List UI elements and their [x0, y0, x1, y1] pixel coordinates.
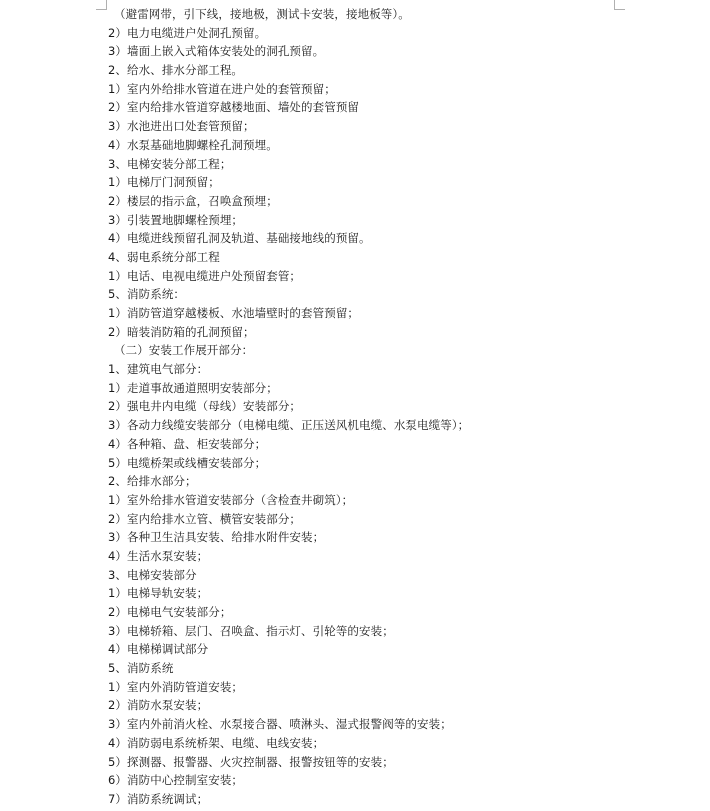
text-line: 4）消防弱电系统桥架、电缆、电线安装；	[108, 735, 325, 750]
text-line: 2）室内给排水管道穿越楼地面、墙处的套管预留	[108, 100, 360, 115]
text-line: 3）各种卫生洁具安装、给排水附件安装；	[108, 530, 325, 545]
text-line: 5、消防系统	[108, 661, 174, 676]
text-line: 3）室内外前消火栓、水泵接合器、喷淋头、湿式报警阀等的安装；	[108, 717, 452, 732]
text-line: 3）各动力线缆安装部分（电梯电缆、正压送风机电缆、水泵电缆等）；	[108, 418, 470, 433]
text-line: 1）电梯导轨安装；	[108, 586, 209, 601]
text-line: 3）水池进出口处套管预留；	[108, 119, 255, 134]
text-line: 1）室外给排水管道安装部分（含检查井砌筑）；	[108, 492, 354, 507]
text-line: 2）电力电缆进户处洞孔预留。	[108, 25, 267, 40]
text-line: 4）各种箱、盘、柜安装部分；	[108, 436, 267, 451]
text-line: 2、给排水部分；	[108, 474, 197, 489]
text-line: 5）探测器、报警器、火灾控制器、报警按钮等的安装；	[108, 754, 394, 769]
text-line: 4、弱电系统分部工程	[108, 249, 220, 264]
text-line: 5）电缆桥架或线槽安装部分；	[108, 455, 267, 470]
text-line: 1）消防管道穿越楼板、水池墙壁时的套管预留；	[108, 306, 360, 320]
text-line: 2）电梯电气安装部分；	[108, 605, 232, 619]
document-body	[108, 5, 698, 809]
text-line: 2）强电井内电缆（母线）安装部分；	[108, 399, 302, 414]
text-line: 3）电梯轿箱、层门、召唤盒、指示灯、引轮等的安装；	[108, 623, 394, 638]
text-line: 1、建筑电气部分：	[108, 362, 209, 377]
text-line: 4）水泵基础地脚螺栓孔洞预埋。	[108, 137, 278, 152]
text-line: 3、电梯安装部分	[108, 567, 197, 582]
page-corner-mark-left	[96, 0, 107, 10]
text-line: 6）消防中心控制室安装；	[108, 773, 244, 788]
text-line: 1）室内外消防管道安装；	[108, 679, 244, 694]
text-line: 2）暗装消防箱的孔洞预留；	[108, 324, 255, 339]
text-line: （避雷网带，引下线，接地极，测试卡安装，接地板等）。	[114, 7, 410, 21]
text-line: 1）室内外给排水管道在进户处的套管预留；	[108, 81, 336, 96]
text-line: 3）墙面上嵌入式箱体安装处的洞孔预留。	[108, 44, 325, 59]
text-line: 2）室内给排水立管、横管安装部分；	[108, 511, 302, 526]
text-line: 4）电梯梯调试部分	[108, 642, 209, 657]
text-line: 1）走道事故通道照明安装部分；	[108, 380, 278, 395]
text-line: 4）生活水泵安装；	[108, 548, 209, 563]
text-line: 3）引装置地脚螺栓预埋；	[108, 212, 244, 227]
text-line: 2、给水、排水分部工程。	[108, 63, 244, 78]
text-line: 5、消防系统：	[108, 287, 186, 302]
text-line: 3、电梯安装分部工程；	[108, 156, 232, 171]
text-line: （二）安装工作展开部分：	[114, 343, 254, 358]
text-line: 2）楼层的指示盒，召唤盒预埋；	[108, 193, 278, 208]
text-line: 1）电话、电视电缆进户处预留套管；	[108, 268, 302, 283]
text-line: 4）电缆进线预留孔洞及轨道、基础接地线的预留。	[108, 231, 371, 246]
text-line: 1）电梯厅门洞预留；	[108, 175, 220, 190]
text-line: 2）消防水泵安装；	[108, 698, 209, 713]
text-line: 7）消防系统调试；	[108, 791, 209, 806]
